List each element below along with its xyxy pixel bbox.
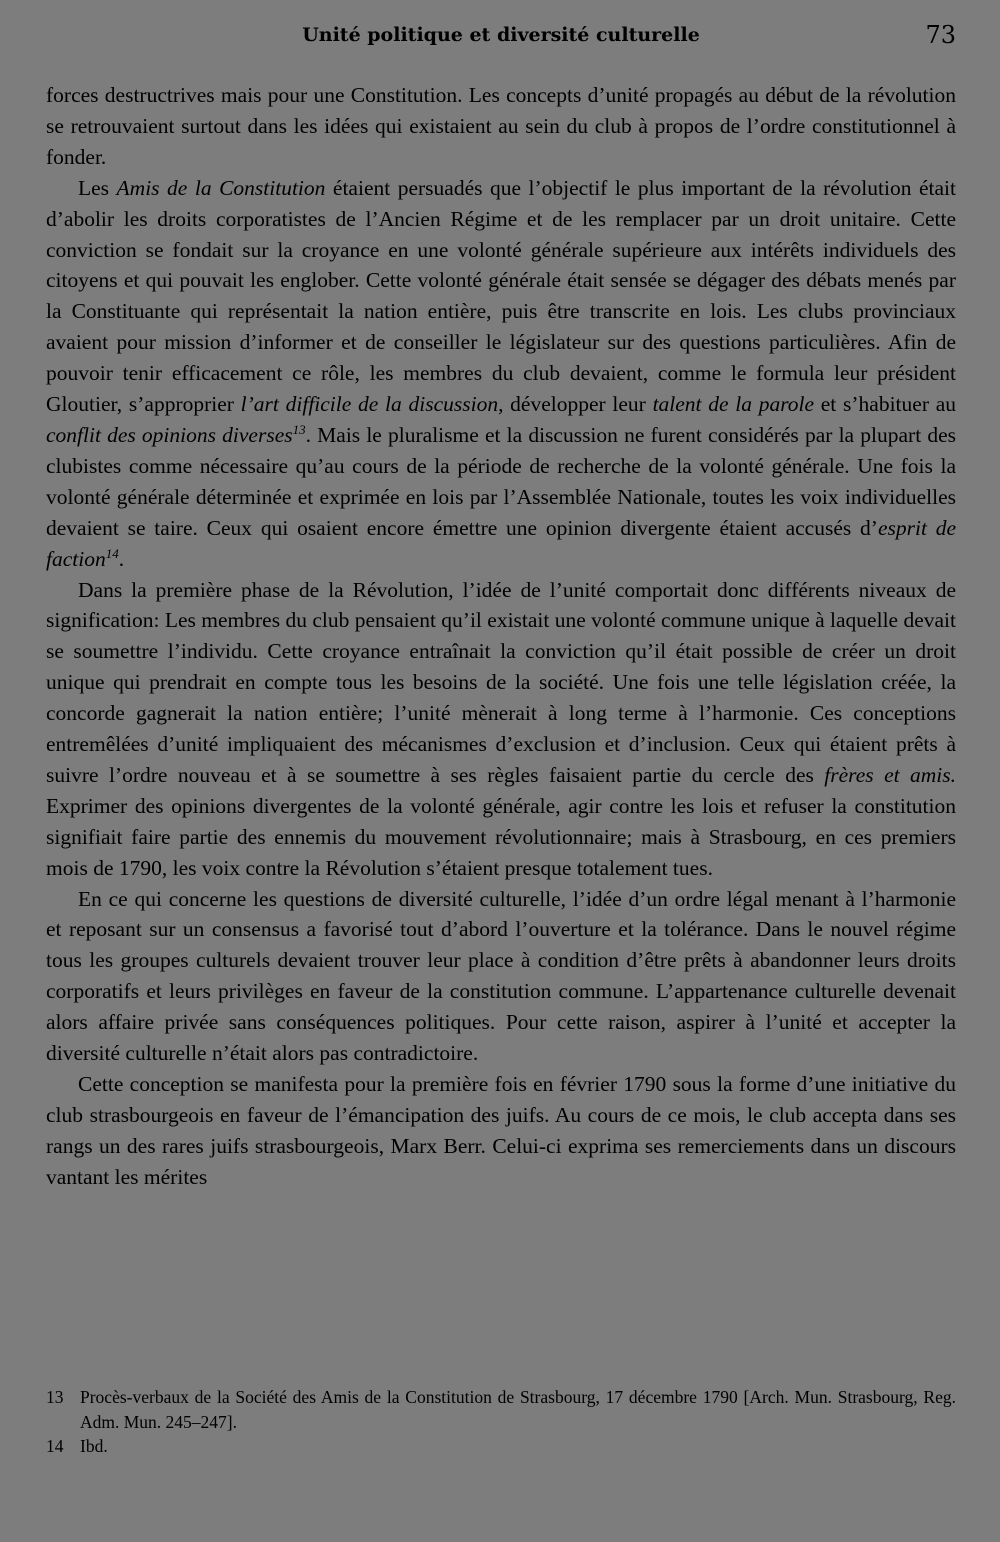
footnote-ref-13: 13 [292,421,306,437]
footnote-ref-14: 14 [105,545,119,561]
footnote-text: Ibd. [80,1436,108,1456]
paragraph-3-text-c: Exprimer des opinions divergentes de la volonté générale, agir contre les lois et refuser la constitution signifiait faire partie des ennemis du mouvement révolutionnaire; mais à Strasbourg, en ces premiers mois de 1790, les voix contre la Révolution s’étaient presque totalement tues. [46,793,956,880]
footnote-number: 14 [46,1436,64,1456]
paragraph-2-italic-art: l’art difficile de la discussion, [240,392,504,417]
paragraph-2-italic-esprit: esprit de faction [46,515,956,571]
footnote-text: Procès-verbaux de la Société des Amis de la Constitution de Strasbourg, 17 décembre 1790 [Arch. Mun. Strasbourg, Reg. Adm. Mun. 245–247]. [80,1387,956,1432]
footnote-number: 13 [46,1387,64,1407]
paragraph-2-text-c: étaient persuadés que l’objectif le plus important de la révolution était d’abolir les droits corporatistes de l’Ancien Régime et de les remplacer par un droit unitaire. Cette conviction se fondait sur la croyance en une volonté générale supérieure aux intérêts individuels des citoyens et qui pouvait les englober. Cette volonté générale était sensée se dégager des débats menés par la Constituante qui représentait la nation entière, puis être transcrite en lois. Les clubs provinciaux avaient pour mission d’informer et de conseiller le législateur sur des questions particulières. Afin de pouvoir tenir efficacement ce rôle, les membres du club devaient, comme le formula leur président Gloutier, s’approprier [46,175,956,417]
paragraph-2-text-e: développer leur [503,392,653,417]
footnote-14 [46,1434,956,1459]
paragraph-1 [46,80,956,173]
running-title: Unité politique et diversité culturelle [302,24,700,46]
paragraph-5 [46,1069,956,1193]
paragraph-5-text: Cette conception se manifesta pour la première fois en février 1790 sous la forme d’une initiative du club strasbourgeois en faveur de l’émancipation des juifs. Au cours de ce mois, le club accepta dans ses rangs un des rares juifs strasbourgeois, Marx Berr. Celui-ci exprima ses remerciements dans un discours vantant les mérites [46,1072,956,1189]
footnote-13 [46,1385,956,1434]
paragraph-3-text-a: Dans la première phase de la Révolution, l’idée de l’unité comportait donc différents niveaux de signification: Les membres du club pensaient qu’il existait une volonté commune unique à laquelle devait se soumettre l’individu. Cette croyance entraînait la conviction qu’il était possible de créer un droit unique qui prendrait en compte tous les besoins de la société. Une fois une telle législation créée, la concorde gagnerait la nation entière; l’unité mènerait à long terme à l’harmonie. Ces conceptions entremêlées d’unité impliquaient des mécanismes d’exclusion et d’inclusion. Ceux qui étaient prêts à suivre l’ordre nouveau et à se soumettre à ses règles faisaient partie du cercle des [46,577,956,787]
paragraph-2-italic-talent: talent de la parole [652,392,815,417]
paragraph-2-text-j: . Mais le pluralisme et la discussion ne furent considérés par la plupart des clubistes comme nécessaire qu’au cours de la période de recherche de la volonté générale. Une fois la volonté générale déterminée et exprimée en lois par l’Assemblée Nationale, toutes les voix individuelles devaient se taire. Ceux qui osaient encore émettre une opinion divergente étaient accusés d’ [46,422,956,540]
paragraph-2-italic-amis: Amis de la Constitution [116,175,326,200]
body-text [46,80,956,1193]
running-head [46,20,956,50]
paragraph-1-text: forces destructrives mais pour une Constitution. Les concepts d’unité propagés au début de la révolution se retrouvaient surtout dans les idées qui existaient au sein du club à propos de l’ordre constitutionnel à fonder. [46,83,956,169]
footnotes [46,1385,956,1459]
page-number: 73 [925,21,956,49]
paragraph-2-text-m: . [118,546,125,571]
paragraph-3 [46,575,956,884]
paragraph-4 [46,884,956,1069]
paragraph-3-italic-freres: frères et amis. [824,762,957,787]
paragraph-2-italic-conflit: conflit des opinions diverses [46,422,293,447]
paragraph-2 [46,173,956,575]
paragraph-2-text-g: et s’habituer au [814,392,956,417]
paragraph-2-text-a: Les [78,175,117,200]
paragraph-4-text: En ce qui concerne les questions de diversité culturelle, l’idée d’un ordre légal menant à l’harmonie et reposant sur un consensus a favorisé tout d’abord l’ouverture et la tolérance. Dans le nouvel régime tous les groupes culturels devaient trouver leur place à condition d’être prêts à abandonner leurs droits corporatifs et leurs privilèges en faveur de la constitution commune. L’appartenance culturelle devenait alors affaire privée sans conséquences politiques. Pour cette raison, aspirer à l’unité et accepter la diversité culturelle n’était alors pas contradictoire. [46,886,956,1066]
